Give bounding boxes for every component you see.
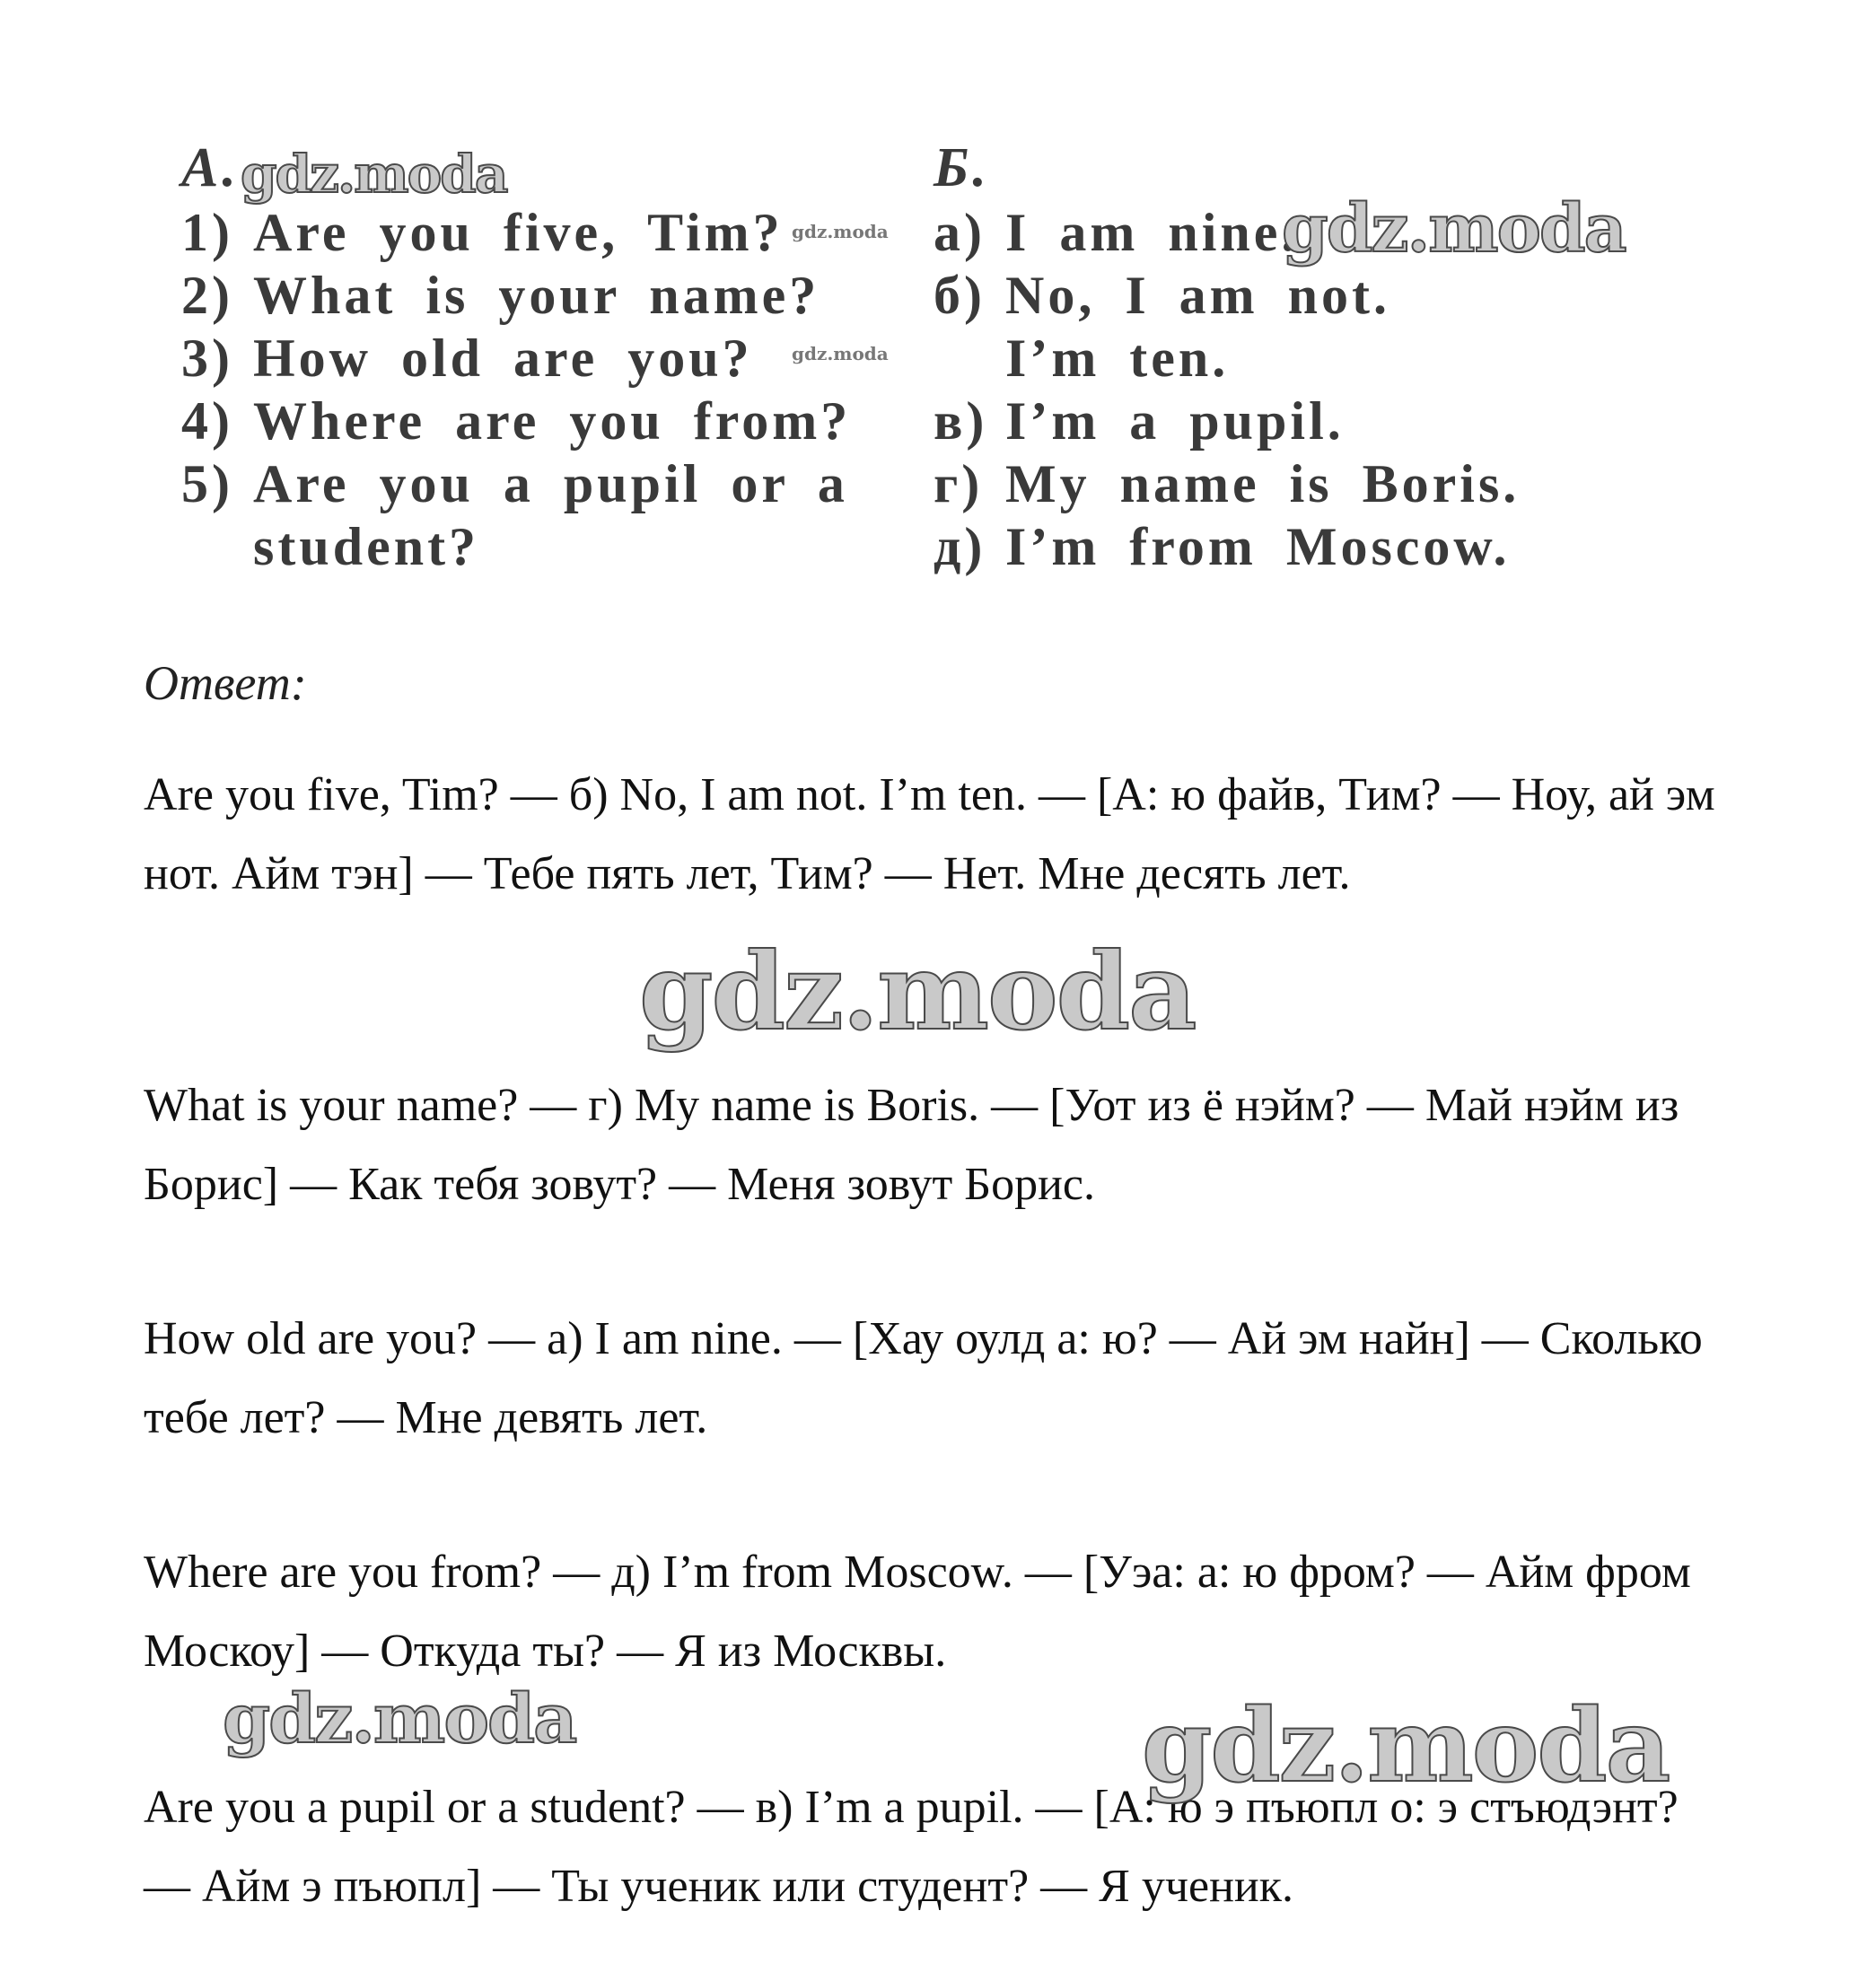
answer-label: Ответ: — [144, 656, 307, 710]
answer-paragraph-5: Are you a pupil or a student? — в) I’m a pupil. — [А: ю э пъюпл о: э стъюдэнт? — Айм э пъюпл] — Ты ученик или студент? — Я ученик. — [144, 1782, 1679, 1912]
watermark-logo: gdz.moda — [1282, 190, 1626, 267]
watermark-logo: gdz.moda — [639, 929, 1196, 1054]
answer-option-b-continued: I’m ten. — [1005, 329, 1230, 388]
question-4: 4) Where are you from? — [181, 391, 852, 451]
watermark-logo: gdz.moda — [223, 1679, 576, 1758]
answer-option-d: д) I’m from Moscow. — [934, 517, 1511, 576]
answer-option-g: г) My name is Boris. — [934, 454, 1521, 513]
watermark-logo: gdz.moda — [241, 144, 507, 205]
question-5: 5) Are you a pupil or a — [181, 454, 848, 513]
watermark-logo: gdz.moda — [1142, 1687, 1670, 1805]
watermark-small: gdz.moda — [792, 221, 889, 242]
question-3: 3) How old are you? — [181, 329, 753, 388]
question-2: 2) What is your name? — [181, 266, 820, 325]
answer-option-b: б) No, I am not. — [934, 266, 1391, 325]
answer-paragraph-3: How old are you? — а) I am nine. — [Хау оулд а: ю? — Ай эм найн] — Сколько тебе лет? — Мне девять лет. — [144, 1313, 1703, 1443]
answer-option-a: а) I am nine. — [934, 203, 1299, 262]
question-1: 1) Are you five, Tim? — [181, 203, 784, 262]
question-5-continued: student? — [253, 517, 480, 576]
answer-paragraph-1: Are you five, Tim? — б) No, I am not. I’m ten. — [А: ю файв, Тим? — Ноу, ай эм нот. Айм тэн] — Тебе пять лет, Тим? — Нет. Мне десять лет. — [144, 769, 1715, 899]
watermark-small: gdz.moda — [792, 343, 889, 364]
answer-paragraph-2: What is your name? — г) My name is Boris. — [Уот из ё нэйм? — Май нэйм из Борис] — Как тебя зовут? — Меня зовут Борис. — [144, 1080, 1679, 1210]
column-b-heading: Б. — [934, 137, 990, 198]
answer-paragraph-4: Where are you from? — д) I’m from Moscow. — [Уэа: а: ю фром? — Айм фром Москоу] — Откуда ты? — Я из Москвы. — [144, 1547, 1691, 1677]
answer-option-v: в) I’m a pupil. — [934, 391, 1345, 451]
column-a-heading: А. — [181, 137, 240, 198]
